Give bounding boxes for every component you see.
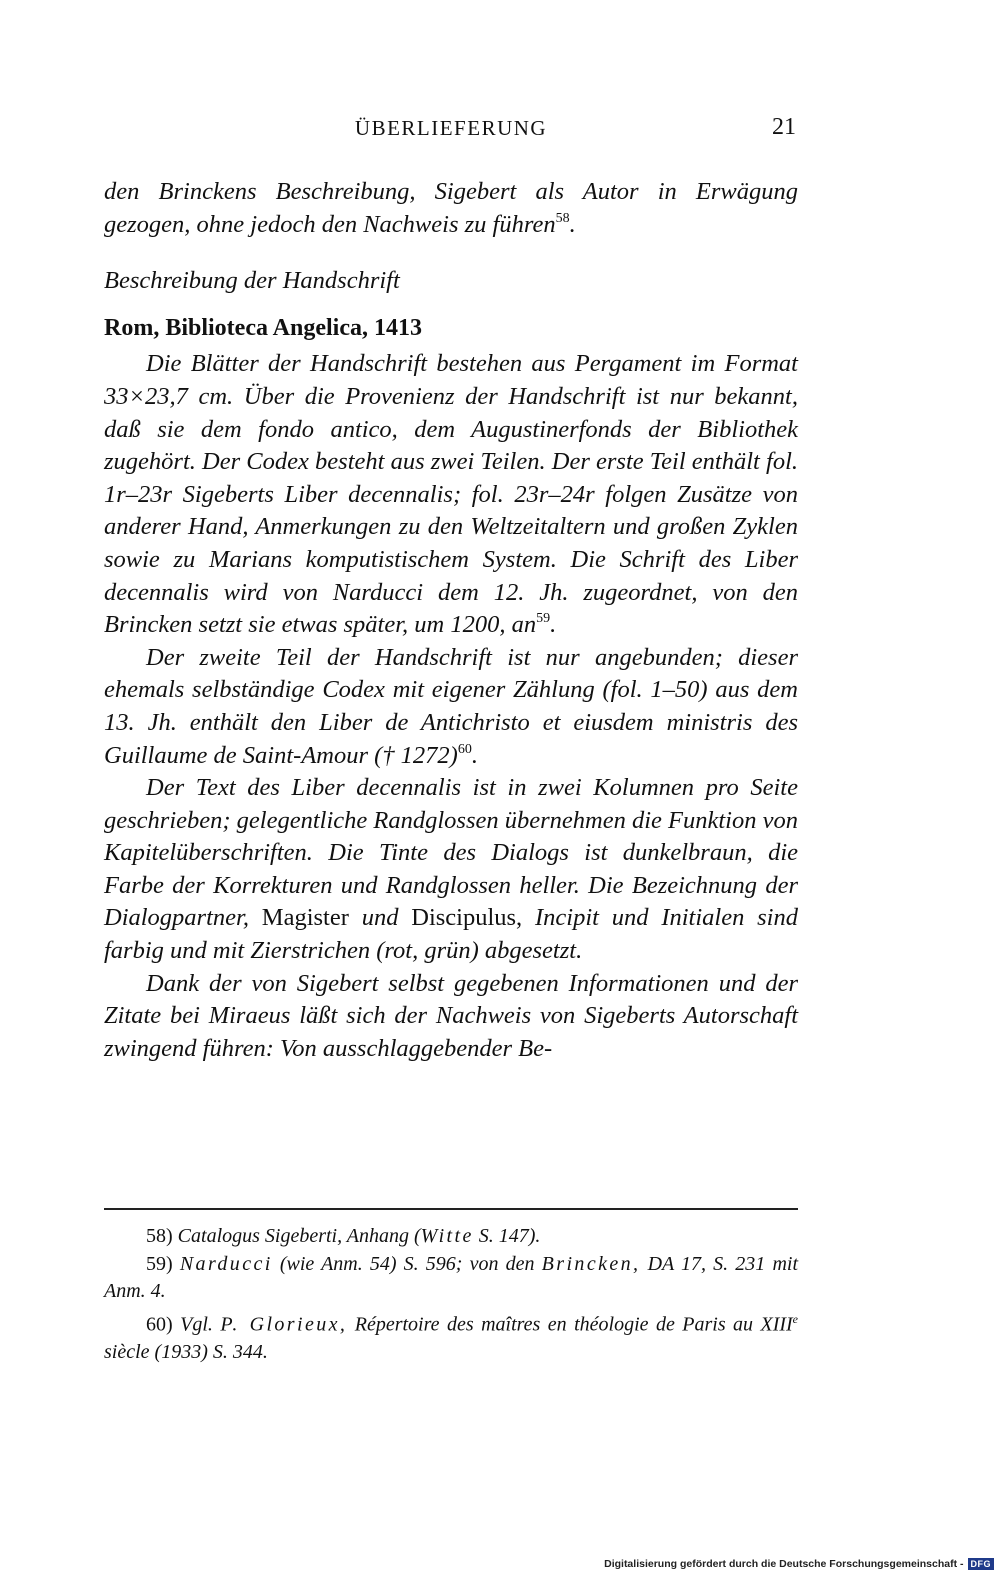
footnote-59-number: 59) [146, 1252, 173, 1275]
footnote-59-author-2: Brincken, [541, 1252, 641, 1275]
paragraph-4-text-b: Incipit und Initialen sind farbig und mit Zierstrichen (rot, grün) abgesetzt. [104, 904, 798, 965]
footnote-59 [104, 1251, 798, 1306]
digitization-credit [604, 1554, 994, 1574]
footnote-59-text: (wie Anm. 54) S. 596; von den [272, 1252, 542, 1275]
paragraph-1-end: . [569, 210, 576, 238]
word-und: und [361, 904, 399, 932]
running-head: ÜBERLIEFERUNG [354, 116, 548, 140]
footnote-ref-58: 58 [555, 210, 570, 226]
book-page [104, 0, 798, 1574]
paragraph-1 [104, 176, 798, 241]
footnote-ref-60: 60 [457, 741, 472, 757]
footnote-60-text: Vgl. [180, 1313, 221, 1336]
footnote-60-author: P. Glorieux, [220, 1313, 348, 1336]
paragraph-4-text-a: Der Text des Liber decennalis ist in zwei Kolumnen pro Seite geschrieben; gelegentliche Randglossen übernehmen die Funktion von Kapitelüberschriften. Die Tinte des Dialogs ist dunkelbraun, die Farbe der Korrekturen und Randglossen heller. Die Bezeichnung der Dialogpartner, [104, 774, 798, 932]
footnote-58-number: 58) [146, 1225, 173, 1247]
body-text [104, 176, 798, 1065]
footnote-58-rest: S. 147). [473, 1225, 541, 1247]
paragraph-2 [104, 348, 798, 641]
footnote-60-superscript: e [792, 1311, 798, 1326]
paragraph-5: Dank der von Sigebert selbst gegebenen Informationen und der Zitate bei Miraeus läßt sich der Nachweis von Sigeberts Autorschaft zwingend führen: Von ausschlaggebender Be- [104, 969, 798, 1062]
footnote-58-author: Witte [420, 1225, 474, 1247]
footnote-59-author: Narducci [179, 1252, 273, 1275]
footnote-divider [104, 1208, 798, 1210]
paragraph-1-text: den Brinckens Beschreibung, Sigebert als Autor in Erwägung gezogen, ohne jedoch den Nachweis zu führen [104, 178, 798, 238]
page-number: 21 [772, 114, 796, 140]
credit-text: Digitalisierung gefördert durch die Deutsche Forschungsgemeinschaft - [604, 1558, 964, 1570]
manuscript-heading: Rom, Biblioteca Angelica, 1413 [104, 314, 422, 341]
footnote-60 [104, 1306, 798, 1367]
footnote-ref-59: 59 [536, 611, 551, 627]
paragraph-2-end: . [550, 611, 557, 639]
footnote-60-end: siècle (1933) S. 344. [104, 1340, 268, 1363]
term-discipulus: Discipulus, [411, 904, 523, 932]
footnote-60-rest: Répertoire des maîtres en théologie de Paris au XIII [347, 1313, 793, 1336]
paragraph-3-text: Der zweite Teil der Handschrift ist nur angebunden; dieser ehemals selbständige Codex mit eigener Zählung (fol. 1–50) aus dem 13. Jh. enthält den Liber de Antichristo et eiusdem ministris des Guillaume de Saint-Amour († 1272) [104, 643, 798, 769]
dfg-logo-icon: DFG [968, 1558, 995, 1570]
paragraph-4 [104, 772, 798, 968]
paragraph-3-end: . [471, 741, 478, 769]
page-header [104, 116, 798, 146]
footnotes [104, 1223, 798, 1366]
footnote-58-text: Catalogus Sigeberti, Anhang ( [177, 1225, 421, 1247]
paragraph-3 [104, 642, 798, 772]
footnote-59-rest: DA 17, S. 231 mit Anm. 4. [104, 1252, 799, 1302]
footnote-60-number: 60) [146, 1313, 173, 1336]
footnote-58 [104, 1223, 798, 1251]
section-heading: Beschreibung der Handschrift [104, 267, 400, 295]
paragraph-2-text: Die Blätter der Handschrift bestehen aus Pergament im Format 33×23,7 cm. Über die Provenienz der Handschrift ist nur bekannt, daß sie dem fondo antico, dem Augustinerfonds der Bibliothek zugehört. Der Codex besteht aus zwei Teilen. Der erste Teil enthält fol. 1r–23r Sigeberts Liber decennalis; fol. 23r–24r folgen Zusätze von anderer Hand, Anmerkungen zu den Weltzeitaltern und großen Zyklen sowie zu Marians komputistischem System. Die Schrift des Liber decennalis wird von Narducci dem 12. Jh. zugeordnet, von den Brincken setzt sie etwas später, um 1200, an [104, 350, 798, 639]
term-magister: Magister [261, 904, 349, 932]
